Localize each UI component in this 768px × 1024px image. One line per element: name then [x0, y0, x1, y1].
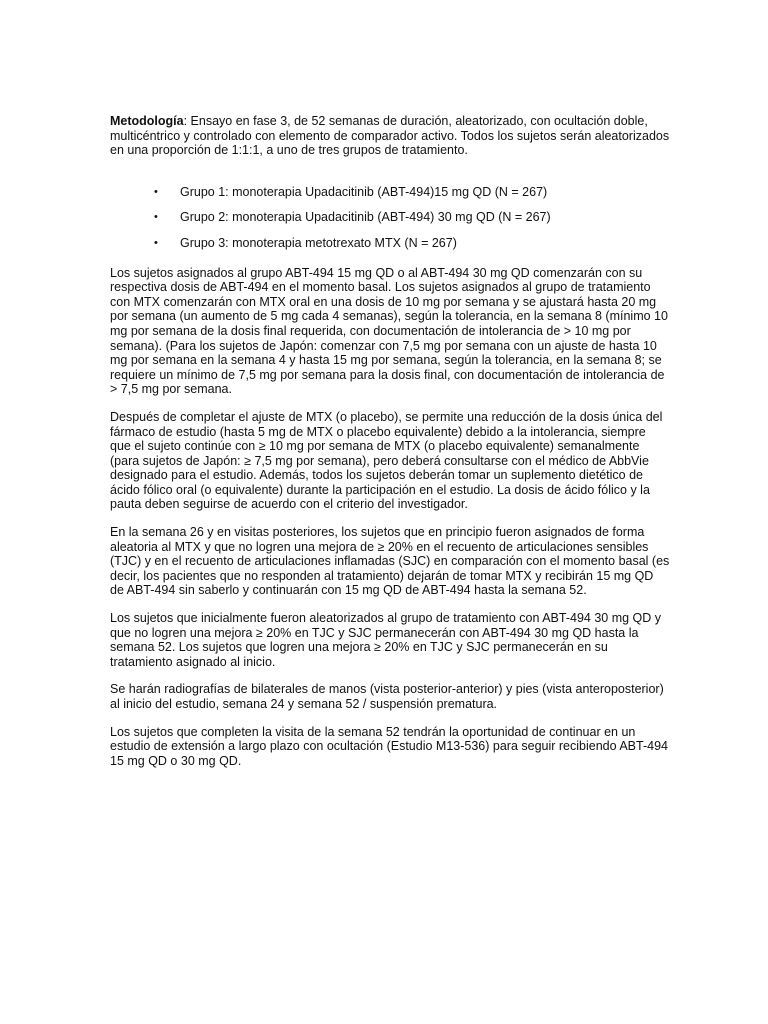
methodology-paragraph [110, 114, 670, 158]
methodology-text: : Ensayo en fase 3, de 52 semanas de duración, aleatorizado, con ocultación doble, multicéntrico y controlado con elemento de comparador activo. Todos los sujetos serán aleatorizados en una proporción de 1:1:1, a uno de tres grupos de tratamiento. [110, 114, 670, 158]
group-3-text: Grupo 3: monoterapia metotrexato MTX (N = 267) [180, 235, 457, 250]
list-item [154, 184, 670, 200]
group-1-text: Grupo 1: monoterapia Upadacitinib (ABT-494)15 mg QD (N = 267) [180, 184, 548, 199]
list-item [154, 210, 670, 225]
extension-study-paragraph: Los sujetos que completen la visita de la semana 52 tendrán la oportunidad de continuar en un estudio de extensión a largo plazo con ocultación (Estudio M13-536) para seguir recibiendo ABT-494 15 mg QD o 30 mg QD. [110, 724, 668, 768]
bullet-icon: • [154, 236, 158, 249]
bullet-icon: • [154, 185, 158, 198]
abt-494-30mg-paragraph: Los sujetos que inicialmente fueron aleatorizados al grupo de tratamiento con ABT-494 30 mg QD y que no logren una mejora ≥ 20% en TJC y SJC permanecerán con ABT-494 30 mg QD hasta la semana 52. Los sujetos que logren una mejora ≥ 20% en TJC y SJC permanecerán en su tratamiento asignado al inicio. [110, 611, 662, 669]
treatment-group-list [110, 185, 670, 251]
document-page [110, 114, 670, 768]
group-2-text: Grupo 2: monoterapia Upadacitinib (ABT-494) 30 mg QD (N = 267) [180, 210, 551, 225]
dose-reduction-paragraph: Después de completar el ajuste de MTX (o placebo), se permite una reducción de la dosis única del fármaco de estudio (hasta 5 mg de MTX o placebo equivalente) debido a la intolerancia, siempre que el sujeto continúe con ≥ 10 mg por semana de MTX (o placebo equivalente) semanalmente (para sujetos de Japón: ≥ 7,5 mg por semana), pero deberá consultarse con el médico de AbbVie designado para el estudio. Además, todos los sujetos deberán tomar un suplemento dietético de ácido fólico oral (o equivalente) durante la participación en el estudio. La dosis de ácido fólico y la pauta deben seguirse de acuerdo con el criterio del investigador. [110, 409, 663, 512]
week-26-rescue-paragraph: En la semana 26 y en visitas posteriores, los sujetos que en principio fueron asignados de forma aleatoria al MTX y que no logren una mejora de ≥ 20% en el recuento de articulaciones sensibles (TJC) y en el recuento de articulaciones inflamadas (SJC) en comparación con el momento basal (es decir, los pacientes que no responden al tratamiento) dejarán de tomar MTX y recibirán 15 mg QD de ABT-494 sin saberlo y continuarán con 15 mg QD de ABT-494 hasta la semana 52. [110, 525, 670, 598]
bullet-icon: • [154, 211, 158, 224]
list-item [154, 235, 670, 251]
radiographs-paragraph: Se harán radiografías de bilaterales de manos (vista posterior-anterior) y pies (vista anteroposterior) al inicio del estudio, semana 24 y semana 52 / suspensión prematura. [110, 682, 664, 711]
dosing-paragraph: Los sujetos asignados al grupo ABT-494 15 mg QD o al ABT-494 30 mg QD comenzarán con su respectiva dosis de ABT-494 en el momento basal. Los sujetos asignados al grupo de tratamiento con MTX comenzarán con MTX oral en una dosis de 10 mg por semana y se ajustará hasta 20 mg por semana (un aumento de 5 mg cada 4 semanas), según la tolerancia, en la semana 8 (mínimo 10 mg por semana de la dosis final requerida, con documentación de intolerancia de > 10 mg por semana). (Para los sujetos de Japón: comenzar con 7,5 mg por semana con un ajuste de hasta 10 mg por semana en la semana 4 y hasta 15 mg por semana, según la tolerancia, en la semana 8; se requiere un mínimo de 7,5 mg por semana para la dosis final, con documentación de intolerancia de > 7,5 mg por semana. [110, 265, 668, 397]
methodology-label: Metodología [110, 114, 184, 128]
